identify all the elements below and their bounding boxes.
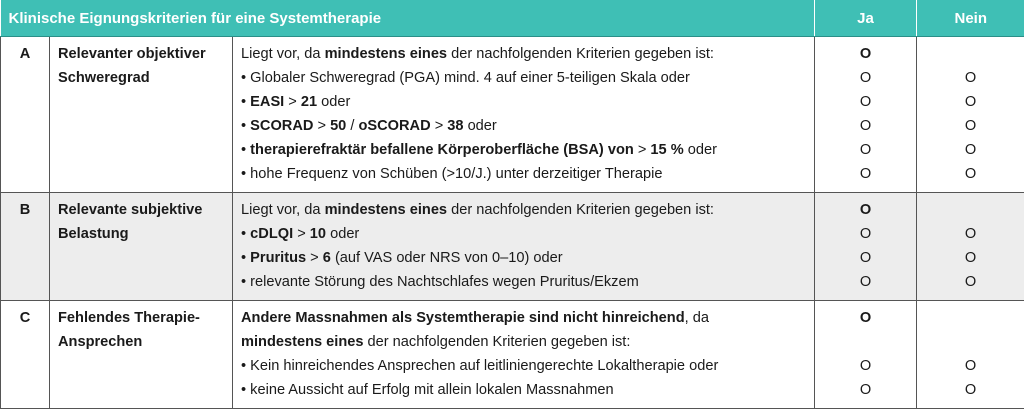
- bullet: •: [241, 70, 251, 86]
- criterion-name-line: Ansprechen: [58, 334, 143, 350]
- table-row: [1, 37, 1024, 193]
- row-id: A: [1, 37, 50, 193]
- ja-option-circle: O: [859, 118, 872, 134]
- ja-column: [815, 301, 917, 409]
- text-run: Globaler Schweregrad (PGA) mind. 4 auf einer 5-teiligen Skala oder: [250, 70, 690, 86]
- text-run: oder: [317, 94, 351, 110]
- ja-option-circle: O: [859, 166, 872, 182]
- criterion-name: [50, 37, 233, 193]
- text-run: oder: [463, 118, 497, 134]
- criterion-description: [233, 301, 815, 409]
- description-line: [241, 246, 806, 270]
- description-line: [241, 198, 806, 222]
- empty-slot: [925, 42, 1016, 66]
- text-run: 50: [330, 118, 347, 134]
- text-run: oder: [326, 226, 360, 242]
- criterion-name-line: Relevante subjektive: [58, 202, 203, 218]
- row-id: C: [1, 301, 50, 409]
- table-body: [1, 37, 1024, 409]
- bullet: •: [241, 166, 251, 182]
- nein-column: [917, 301, 1024, 409]
- header-row: [1, 0, 1024, 37]
- text-run: Liegt vor, da: [241, 46, 325, 62]
- description-line: [241, 138, 806, 162]
- text-run: >: [430, 118, 448, 134]
- ja-option-circle: O: [859, 226, 872, 242]
- text-run: 38: [447, 118, 464, 134]
- nein-option-circle: O: [964, 94, 977, 110]
- description-line: [241, 90, 806, 114]
- nein-option-circle: O: [964, 226, 977, 242]
- criterion-name: [50, 301, 233, 409]
- text-run: der nachfolgenden Kriterien gegeben ist:: [447, 202, 714, 218]
- text-run: oSCORAD: [358, 118, 431, 134]
- text-run: /: [346, 118, 359, 134]
- criterion-name: [50, 193, 233, 301]
- description-line: [241, 66, 806, 90]
- text-run: >: [633, 142, 651, 158]
- text-run: Pruritus: [250, 250, 307, 266]
- nein-column: [917, 193, 1024, 301]
- description-line: [241, 378, 806, 402]
- text-run: >: [306, 250, 323, 266]
- text-run: keine Aussicht auf Erfolg mit allein lokalen Massnahmen: [250, 382, 614, 398]
- text-run: (auf VAS oder NRS von 0–10) oder: [330, 250, 563, 266]
- ja-column: [815, 37, 917, 193]
- description-line: [241, 222, 806, 246]
- column-header-ja: Ja: [815, 0, 917, 37]
- ja-option-circle: O: [859, 310, 872, 326]
- text-run: 6: [322, 250, 331, 266]
- text-run: mindestens eines: [324, 202, 448, 218]
- text-run: mindestens eines: [241, 334, 364, 350]
- bullet: •: [241, 250, 251, 266]
- nein-option-circle: O: [964, 166, 977, 182]
- text-run: EASI: [250, 94, 285, 110]
- ja-option-circle: O: [859, 46, 872, 62]
- empty-slot: [925, 306, 1016, 330]
- bullet: •: [241, 118, 251, 134]
- ja-option-circle: O: [859, 358, 872, 374]
- text-run: 15 %: [650, 142, 684, 158]
- ja-option-circle: O: [859, 274, 872, 290]
- bullet: •: [241, 142, 251, 158]
- criterion-name-line: Relevanter objektiver: [58, 46, 206, 62]
- ja-option-circle: O: [859, 142, 872, 158]
- criterion-description: [233, 37, 815, 193]
- row-id: B: [1, 193, 50, 301]
- nein-column: [917, 37, 1024, 193]
- text-run: Andere Massnahmen als Systemtherapie sind nicht hinreichend: [241, 310, 685, 326]
- table-title: Klinische Eignungskriterien für eine Systemtherapie: [1, 0, 815, 37]
- bullet: •: [241, 94, 251, 110]
- text-run: therapierefraktär befallene Körperoberfläche (BSA) von: [250, 142, 634, 158]
- column-header-nein: Nein: [917, 0, 1024, 37]
- text-run: oder: [683, 142, 717, 158]
- description-line: [241, 354, 806, 378]
- description-line: [241, 306, 806, 330]
- empty-slot: [823, 330, 908, 354]
- description-line: [241, 270, 806, 294]
- table-row: [1, 193, 1024, 301]
- text-run: >: [284, 94, 301, 110]
- nein-option-circle: O: [964, 70, 977, 86]
- description-line: [241, 162, 806, 186]
- nein-option-circle: O: [964, 250, 977, 266]
- bullet: •: [241, 226, 251, 242]
- text-run: SCORAD: [250, 118, 314, 134]
- criterion-name-line: Fehlendes Therapie-: [58, 310, 200, 326]
- text-run: hohe Frequenz von Schüben (>10/J.) unter derzeitiger Therapie: [250, 166, 663, 182]
- ja-option-circle: O: [859, 202, 872, 218]
- ja-option-circle: O: [859, 382, 872, 398]
- ja-column: [815, 193, 917, 301]
- text-run: 10: [309, 226, 327, 242]
- text-run: , da: [684, 310, 709, 326]
- empty-slot: [925, 198, 1016, 222]
- text-run: 21: [300, 94, 318, 110]
- bullet: •: [241, 358, 251, 374]
- criterion-name-line: Belastung: [58, 226, 129, 242]
- nein-option-circle: O: [964, 382, 977, 398]
- text-run: der nachfolgenden Kriterien gegeben ist:: [447, 46, 714, 62]
- bullet: •: [241, 382, 251, 398]
- criterion-name-line: Schweregrad: [58, 70, 150, 86]
- ja-option-circle: O: [859, 70, 872, 86]
- empty-slot: [925, 330, 1016, 354]
- table-row: [1, 301, 1024, 409]
- text-run: >: [293, 226, 310, 242]
- text-run: mindestens eines: [324, 46, 448, 62]
- nein-option-circle: O: [964, 358, 977, 374]
- criterion-description: [233, 193, 815, 301]
- description-line: [241, 114, 806, 138]
- ja-option-circle: O: [859, 94, 872, 110]
- description-line: [241, 42, 806, 66]
- nein-option-circle: O: [964, 274, 977, 290]
- text-run: cDLQI: [250, 226, 294, 242]
- ja-option-circle: O: [859, 250, 872, 266]
- nein-option-circle: O: [964, 118, 977, 134]
- bullet: •: [241, 274, 251, 290]
- text-run: Liegt vor, da: [241, 202, 325, 218]
- nein-option-circle: O: [964, 142, 977, 158]
- description-line: [241, 330, 806, 354]
- text-run: Kein hinreichendes Ansprechen auf leitliniengerechte Lokaltherapie oder: [250, 358, 719, 374]
- text-run: >: [313, 118, 331, 134]
- text-run: relevante Störung des Nachtschlafes wegen Pruritus/Ekzem: [250, 274, 639, 290]
- text-run: der nachfolgenden Kriterien gegeben ist:: [363, 334, 631, 350]
